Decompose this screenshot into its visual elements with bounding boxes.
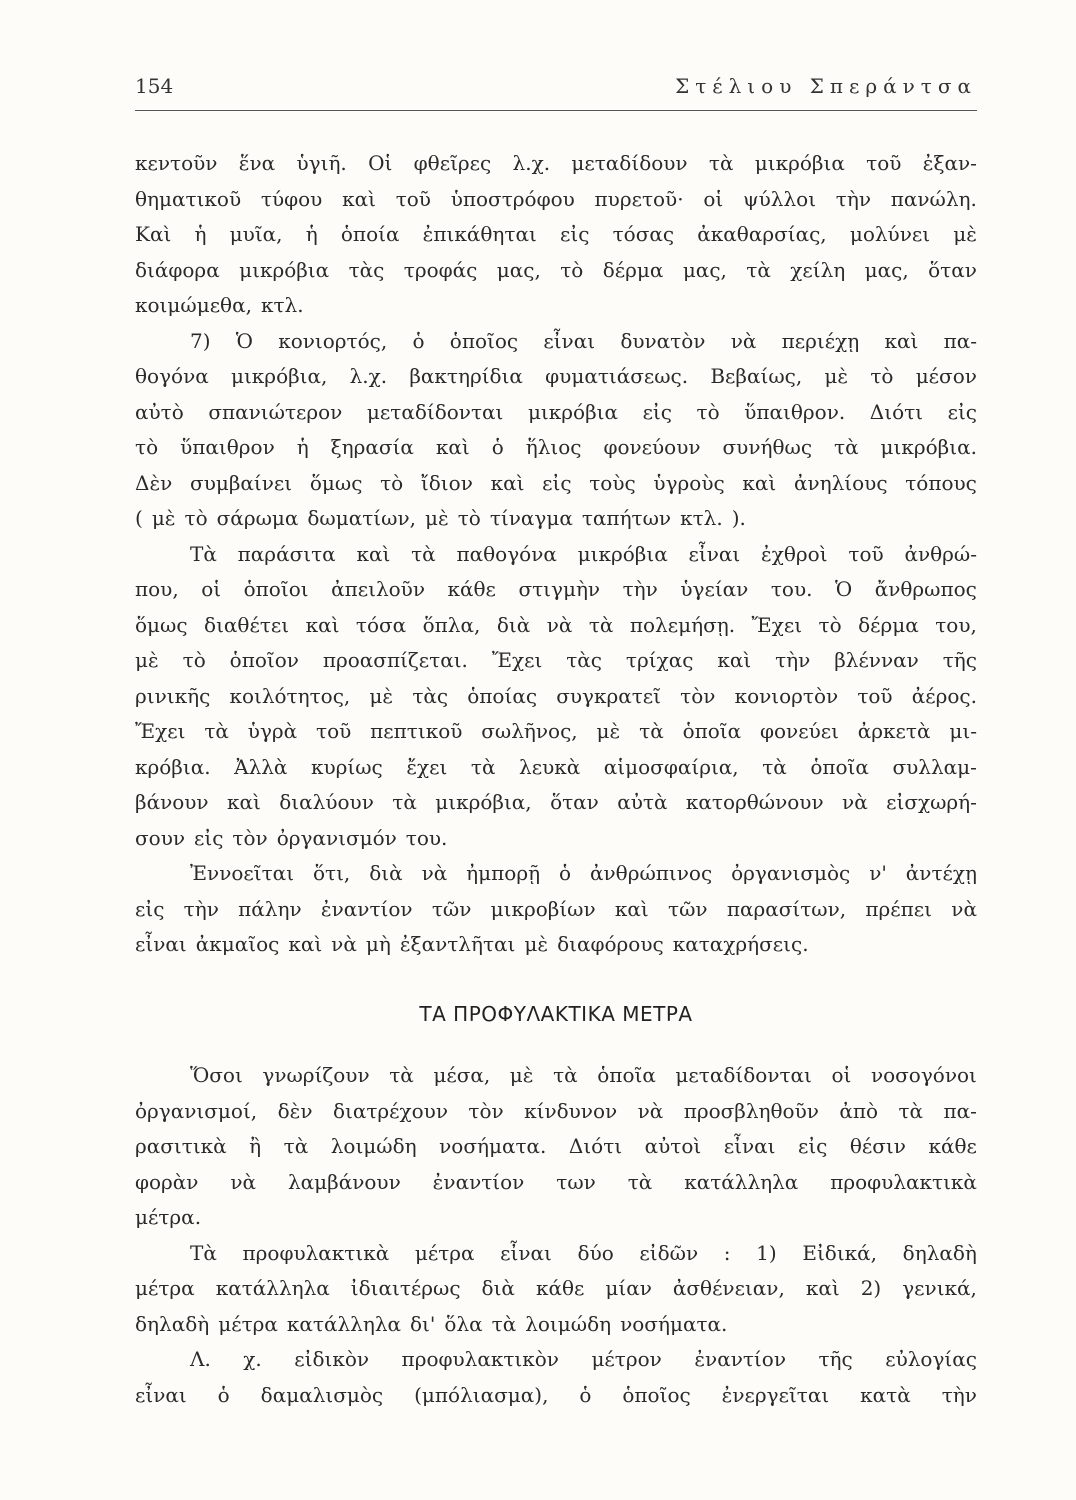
text-line: που, οἱ ὁποῖοι ἀπειλοῦν κάθε στιγμὴν τὴν ὑγείαν του. Ὁ ἄνθρωπος [135,577,977,601]
text-line: ρασιτικὰ ἢ τὰ λοιμώδη νοσήματα. Διότι αὐτοὶ εἶναι εἰς θέσιν κάθε [135,1134,977,1158]
text-line: ( μὲ τὸ σάρωμα δωματίων, μὲ τὸ τίναγμα ταπήτων κτλ. ). [135,506,746,530]
header-rule [135,110,977,111]
text-line: αὐτὸ σπανιώτερον μεταδίδονται μικρόβια εἰς τὸ ὕπαιθρον. Διότι εἰς [135,399,977,424]
text-line: σουν εἰς τὸν ὀργανισμόν του. [135,825,448,850]
text-line: διάφορα μικρόβια τὰς τροφάς μας, τὸ δέρμα μας, τὰ χείλη μας, ὅταν [135,257,977,282]
text-line: εἶναι ἀκμαῖος καὶ νὰ μὴ ἐξαντλῆται μὲ διαφόρους καταχρήσεις. [135,932,809,956]
text-line: εἰς τὴν πάλην ἐναντίον τῶν μικροβίων καὶ τῶν παρασίτων, πρέπει νὰ [135,896,977,921]
text-line: Καὶ ἡ μυῖα, ἡ ὁποία ἐπικάθηται εἰς τόσας ἀκαθαρσίας, μολύνει μὲ [135,222,977,246]
text-line: φορὰν νὰ λαμβάνουν ἐναντίον των τὰ κατάλληλα προφυλακτικὰ [135,1169,977,1194]
text-line: 7) Ὁ κονιορτός, ὁ ὁποῖος εἶναι δυνατὸν νὰ περιέχῃ καὶ πα- [190,328,977,353]
text-line: δηλαδὴ μέτρα κατάλληλα δι' ὅλα τὰ λοιμώδη νοσήματα. [135,1311,728,1336]
text-line: ὅμως διαθέτει καὶ τόσα ὅπλα, διὰ νὰ τὰ πολεμήσῃ. Ἔχει τὸ δέρμα του, [135,612,977,637]
running-title: Στέλιου Σπεράντσα [675,74,977,98]
running-head [135,74,977,104]
text-line: Ἐννοεῖται ὅτι, διὰ νὰ ἠμπορῇ ὁ ἀνθρώπινος ὀργανισμὸς ν' ἀντέχῃ [190,861,977,885]
text-line: βάνουν καὶ διαλύουν τὰ μικρόβια, ὅταν αὐτὰ κατορθώνουν νὰ εἰσχωρή- [135,790,977,814]
text-line: κρόβια. Ἀλλὰ κυρίως ἔχει τὰ λευκὰ αἱμοσφαίρια, τὰ ὁποῖα συλλαμ- [135,754,977,779]
text-line: κοιμώμεθα, κτλ. [135,293,304,317]
text-line: τὸ ὕπαιθρον ἡ ξηρασία καὶ ὁ ἥλιος φονεύουν συνήθως τὰ μικρόβια. [135,435,977,459]
text-line: Ὅσοι γνωρίζουν τὰ μέσα, μὲ τὰ ὁποῖα μεταδίδονται οἱ νοσογόνοι [190,1063,977,1087]
text-line: Ἔχει τὰ ὑγρὰ τοῦ πεπτικοῦ σωλῆνος, μὲ τὰ ὁποῖα φονεύει ἀρκετὰ μι- [135,719,977,743]
text-line: Τὰ παράσιτα καὶ τὰ παθογόνα μικρόβια εἶναι ἐχθροὶ τοῦ ἀνθρώ- [190,541,977,566]
text-line: Λ. χ. εἰδικὸν προφυλακτικὸν μέτρον ἐναντίον τῆς εὐλογίας [190,1347,977,1371]
text-line: θογόνα μικρόβια, λ.χ. βακτηρίδια φυματιάσεως. Βεβαίως, μὲ τὸ μέσον [135,364,977,388]
text-line: Τὰ προφυλακτικὰ μέτρα εἶναι δύο εἰδῶν : 1) Εἰδικά, δηλαδὴ [190,1240,977,1265]
text-line: θηματικοῦ τύφου καὶ τοῦ ὑποστρόφου πυρετοῦ· οἱ ψύλλοι τὴν πανώλη. [135,186,977,211]
text-line: μέτρα κατάλληλα ἰδιαιτέρως διὰ κάθε μίαν ἀσθένειαν, καὶ 2) γενικά, [135,1276,977,1300]
text-line: μὲ τὸ ὁποῖον προασπίζεται. Ἔχει τὰς τρίχας καὶ τὴν βλένναν τῆς [135,648,977,672]
text-block-1 [135,146,977,963]
text-line: κεντοῦν ἕνα ὑγιῆ. Οἱ φθεῖρες λ.χ. μεταδίδουν τὰ μικρόβια τοῦ ἐξαν- [135,151,977,175]
text-line: ρινικῆς κοιλότητος, μὲ τὰς ὁποίας συγκρατεῖ τὸν κονιορτὸν τοῦ ἀέρος. [135,683,977,708]
text-line: Δὲν συμβαίνει ὅμως τὸ ἴδιον καὶ εἰς τοὺς ὑγροὺς καὶ ἀνηλίους τόπους [135,470,977,495]
text-line: μέτρα. [135,1205,202,1229]
text-block-2 [135,1058,977,1413]
section-heading: ΤΑ ΠΡΟΦΥΛΑΚΤΙΚΑ ΜΕΤΡΑ [419,1002,693,1026]
page-number: 154 [135,74,174,98]
text-line: εἶναι ὁ δαμαλισμὸς (μπόλιασμα), ὁ ὁποῖος ἐνεργεῖται κατὰ τὴν [135,1382,977,1407]
text-line: ὀργανισμοί, δὲν διατρέχουν τὸν κίνδυνον νὰ προσβληθοῦν ἀπὸ τὰ πα- [135,1098,977,1123]
